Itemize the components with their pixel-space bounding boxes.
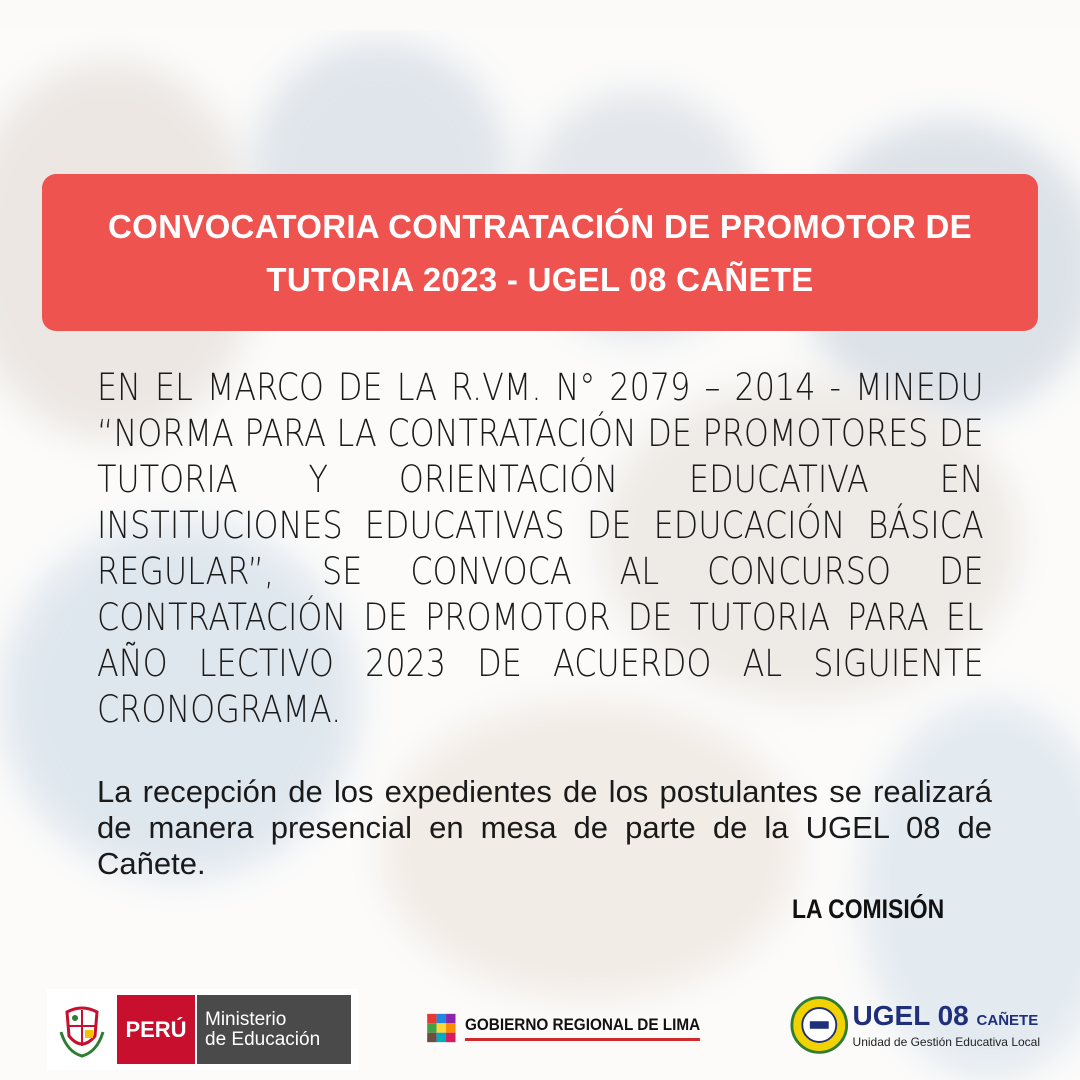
gobierno-regional-label: GOBIERNO REGIONAL DE LIMA [465,1015,700,1041]
signature: LA COMISIÓN [792,894,945,924]
gobierno-regional-logo [426,1000,726,1056]
title-banner [42,174,1038,331]
minedu-logo [47,989,359,1070]
gobierno-regional-emblem-icon [426,1002,457,1054]
peru-coat-of-arms-icon [47,989,117,1070]
announcement-paragraph: EN EL MARCO DE LA R.VM. N° 2079 – 2014 - MINEDU “NORMA PARA LA CONTRATACIÓN DE PROMOTORES DE TUTORIA Y ORIENTACIÓN EDUCATIVA EN INSTITUCIONES EDUCATIVAS DE EDUCACIÓN BÁSICA REGULAR”, SE CONVOCA AL CONCURSO DE CONTRATACIÓN DE PROMOTOR DE TUTORIA PARA EL AÑO LECTIVO 2023 DE ACUERDO AL SIGUIENTE CRONOGRAMA. [97,366,984,731]
ugel-logo [790,990,1040,1060]
minedu-line-2: de Educación [205,1028,321,1050]
ugel-title [852,999,1040,1035]
page-title: CONVOCATORIA CONTRATACIÓN DE PROMOTOR DE TUTORIA 2023 - UGEL 08 CAÑETE [108,207,972,298]
reception-paragraph: La recepción de los expedientes de los postulantes se realizará de manera presencial en mesa de parte de la UGEL 08 de Cañete. [97,774,992,881]
ugel-seal-icon [790,994,849,1056]
ugel-title-main: UGEL 08 [852,999,969,1031]
ugel-subtitle: Unidad de Gestión Educativa Local [852,1034,1040,1049]
peru-label: PERÚ [117,995,195,1064]
ugel-title-suffix: CAÑETE [976,1011,1039,1029]
minedu-line-1: Ministerio [205,1008,287,1030]
minedu-label [197,995,351,1064]
